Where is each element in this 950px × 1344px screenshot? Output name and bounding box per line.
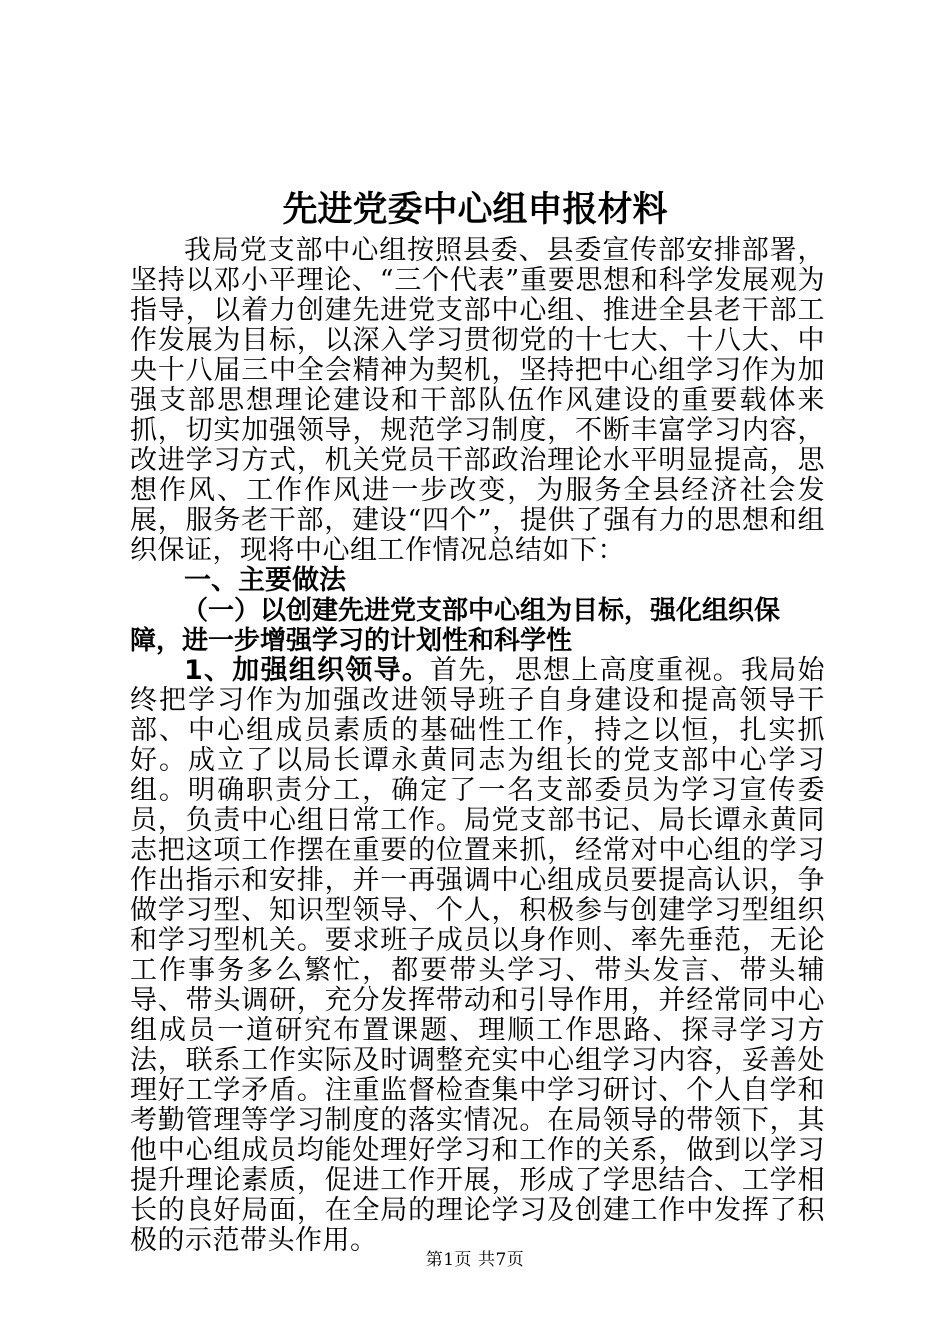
item-lead: 1、加强组织领导。 (184, 655, 431, 686)
intro-paragraph: 我局党支部中心组按照县委、县委宣传部安排部署，坚持以邓小平理论、“三个代表”重要思想和科学发展观为指导，以着力创建先进党支部中心组、推进全县老干部工作发展为目标，以深入学习贯彻党的十七大、十八大、中央十八届三中全会精神为契机，坚持把中心组学习作为加强支部思想理论建设和干部队伍作风建设的重要载体来抓，切实加强领导，规范学习制度，不断丰富学习内容，改进学习方式，机关党员干部政治理论水平明显提高，思想作风、工作作风进一步改变，为服务全县经济社会发展，服务老干部，建设“四个”，提供了强有力的思想和组织保证，现将中心组工作情况总结如下： (130, 235, 825, 566)
page-footer: 第1页 共7页 (425, 1250, 525, 1270)
item-body: 首先，思想上高度重视。我局始终把学习作为加强改进领导班子自身建设和提高领导干部、中心组成员素质的基础性工作，持之以恒，扎实抓好。成立了以局长谭永黄同志为组长的党支部中心学习组。明确职责分工，确定了一名支部委员为学习宣传委员，负责中心组日常工作。局党支部书记、局长谭永黄同志把这项工作摆在重要的位置来抓，经常对中心组的学习作出指示和安排，并一再强调中心组成员要提高认识，争做学习型、知识型领导、个人，积极参与创建学习型组织和学习型机关。要求班子成员以身作则、率先垂范，无论工作事务多么繁忙，都要带头学习、带头发言、带头辅导、带头调研，充分发挥带动和引导作用，并经常同中心组成员一道研究布置课题、理顺工作思路、探寻学习方法，联系工作实际及时调整充实中心组学习内容，妥善处理好工学矛盾。注重监督检查集中学习研讨、个人自学和考勤管理等学习制度的落实情况。在局领导的带领下，其他中心组成员均能处理好学习和工作的关系，做到以学习提升理论素质，促进工作开展，形成了学思结合、工学相长的良好局面，在全局的理论学习及创建工作中发挥了积极的示范带头作用。 (130, 655, 825, 1256)
document-body (130, 236, 825, 1256)
section-heading: 一、主要做法 (184, 565, 346, 596)
document-title: 先进党委中心组申报材料 (282, 189, 668, 230)
subsection-heading: （一）以创建先进党支部中心组为目标，强化组织保障，进一步增强学习的计划性和科学性 (130, 596, 781, 656)
item-paragraph (130, 656, 825, 1256)
